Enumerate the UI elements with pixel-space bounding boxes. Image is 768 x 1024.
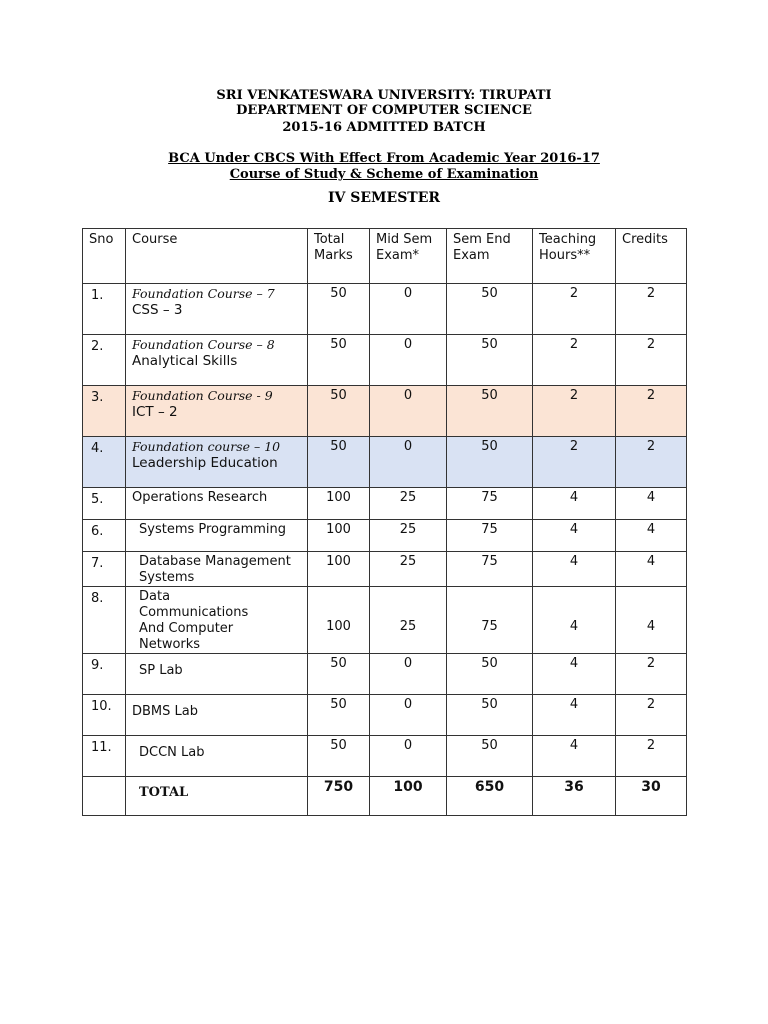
- department-title: DEPARTMENT OF COMPUTER SCIENCE: [236, 103, 532, 118]
- row-total-marks: 50: [330, 388, 347, 403]
- batch-title: 2015-16 ADMITTED BATCH: [282, 120, 486, 135]
- row-sem-end: 50: [481, 439, 498, 454]
- table-row: [83, 654, 687, 695]
- row-course-name: Systems Programming: [139, 522, 286, 537]
- row-teaching-hours: 2: [569, 439, 579, 454]
- total-teaching-hours-sum: 36: [564, 779, 584, 795]
- row-teaching-hours: 4: [569, 490, 579, 505]
- table-row: [83, 335, 687, 386]
- row-sem-end: 75: [481, 490, 498, 505]
- table-row: [83, 488, 687, 520]
- row-teaching-hours: 4: [569, 656, 579, 671]
- row-sem-end: 50: [481, 337, 498, 352]
- row-mid-sem: 0: [403, 388, 413, 403]
- table-row: [83, 284, 687, 335]
- row-total-marks: 100: [326, 554, 351, 569]
- row-credits: 2: [646, 337, 656, 352]
- header-total-marks: Total Marks: [314, 232, 353, 263]
- row-credits: 4: [646, 619, 656, 634]
- row-sno: 7.: [91, 556, 104, 571]
- row-mid-sem: 0: [403, 286, 413, 301]
- row-course-name: DBMS Lab: [132, 704, 198, 719]
- row-total-marks: 100: [326, 490, 351, 505]
- row-sno: 11.: [91, 740, 112, 755]
- total-marks-sum: 750: [323, 779, 354, 795]
- university-title: SRI VENKATESWARA UNIVERSITY: TIRUPATI: [216, 88, 552, 103]
- table-row: [83, 695, 687, 736]
- row-mid-sem: 25: [399, 522, 417, 537]
- row-teaching-hours: 4: [569, 697, 579, 712]
- row-sno: 6.: [91, 524, 104, 539]
- table-row: [83, 520, 687, 552]
- total-credits-sum: 30: [641, 779, 661, 795]
- header-teaching-hours: Teaching Hours**: [539, 232, 597, 263]
- table-row-highlighted: [83, 386, 687, 437]
- table-row: [83, 552, 687, 587]
- row-credits: 2: [646, 286, 656, 301]
- row-course-name: Data Communications And Computer Networks: [139, 589, 249, 652]
- row-mid-sem: 25: [399, 619, 417, 634]
- scheme-table: [82, 228, 687, 816]
- row-total-marks: 100: [326, 619, 351, 634]
- row-course-category: Foundation Course – 7: [132, 286, 275, 301]
- row-course-category: Foundation course – 10: [132, 439, 281, 454]
- row-course-name: Analytical Skills: [132, 353, 238, 369]
- semester-title: IV SEMESTER: [327, 190, 441, 206]
- row-total-marks: 50: [330, 337, 347, 352]
- row-sno: 1.: [91, 288, 104, 303]
- row-teaching-hours: 4: [569, 522, 579, 537]
- row-teaching-hours: 4: [569, 554, 579, 569]
- row-course-name: Database Management Systems: [139, 554, 291, 585]
- row-credits: 2: [646, 656, 656, 671]
- row-mid-sem: 0: [403, 656, 413, 671]
- row-total-marks: 50: [330, 656, 347, 671]
- row-sem-end: 75: [481, 554, 498, 569]
- row-credits: 4: [646, 554, 656, 569]
- table-row: [83, 736, 687, 777]
- row-credits: 2: [646, 439, 656, 454]
- total-mid-sem-sum: 100: [393, 779, 423, 795]
- row-sem-end: 50: [481, 656, 498, 671]
- row-sem-end: 50: [481, 388, 498, 403]
- row-sno: 10.: [91, 699, 112, 714]
- row-teaching-hours: 2: [569, 388, 579, 403]
- row-credits: 4: [646, 490, 656, 505]
- row-sno: 8.: [91, 591, 104, 606]
- row-course-category: Foundation Course - 9: [132, 388, 273, 403]
- row-sno: 9.: [91, 658, 104, 673]
- header-sno: Sno: [89, 232, 114, 247]
- row-course-name: CSS – 3: [132, 302, 183, 318]
- row-sno: 4.: [91, 441, 104, 456]
- row-total-marks: 50: [330, 439, 347, 454]
- header-credits: Credits: [622, 232, 668, 247]
- row-sno: 2.: [91, 339, 104, 354]
- table-total-row: [83, 777, 687, 816]
- row-mid-sem: 0: [403, 337, 413, 352]
- program-title: BCA Under CBCS With Effect From Academic Year 2016-17: [168, 151, 600, 166]
- header-course: Course: [132, 232, 178, 247]
- total-sem-end-sum: 650: [474, 779, 505, 795]
- row-sem-end: 50: [481, 697, 498, 712]
- row-course-name: DCCN Lab: [139, 745, 205, 760]
- total-label: TOTAL: [139, 785, 189, 800]
- row-mid-sem: 0: [403, 697, 413, 712]
- row-teaching-hours: 2: [569, 286, 579, 301]
- row-credits: 2: [646, 388, 656, 403]
- row-credits: 2: [646, 697, 656, 712]
- row-sem-end: 50: [481, 738, 498, 753]
- row-sem-end: 50: [481, 286, 498, 301]
- row-teaching-hours: 4: [569, 619, 579, 634]
- row-course-name: Leadership Education: [132, 455, 278, 471]
- header-sem-end: Sem End Exam: [453, 232, 511, 263]
- row-course-category: Foundation Course – 8: [132, 337, 275, 352]
- table-header-row: [83, 229, 687, 284]
- row-course-name: Operations Research: [132, 490, 268, 505]
- row-credits: 2: [646, 738, 656, 753]
- row-total-marks: 50: [330, 286, 347, 301]
- row-mid-sem: 25: [399, 490, 417, 505]
- row-sem-end: 75: [481, 522, 498, 537]
- header-mid-sem: Mid Sem Exam*: [376, 232, 433, 263]
- row-mid-sem: 25: [399, 554, 417, 569]
- row-total-marks: 50: [330, 697, 347, 712]
- row-total-marks: 100: [326, 522, 351, 537]
- row-teaching-hours: 4: [569, 738, 579, 753]
- row-sem-end: 75: [481, 619, 498, 634]
- row-course-name: ICT – 2: [132, 404, 178, 420]
- row-mid-sem: 0: [403, 738, 413, 753]
- scheme-title: Course of Study & Scheme of Examination: [229, 167, 539, 182]
- row-course-name: SP Lab: [139, 663, 183, 678]
- row-sno: 3.: [91, 390, 104, 405]
- table-row: [83, 587, 687, 654]
- row-credits: 4: [646, 522, 656, 537]
- table-row-highlighted: [83, 437, 687, 488]
- row-teaching-hours: 2: [569, 337, 579, 352]
- row-mid-sem: 0: [403, 439, 413, 454]
- row-total-marks: 50: [330, 738, 347, 753]
- row-sno: 5.: [91, 492, 104, 507]
